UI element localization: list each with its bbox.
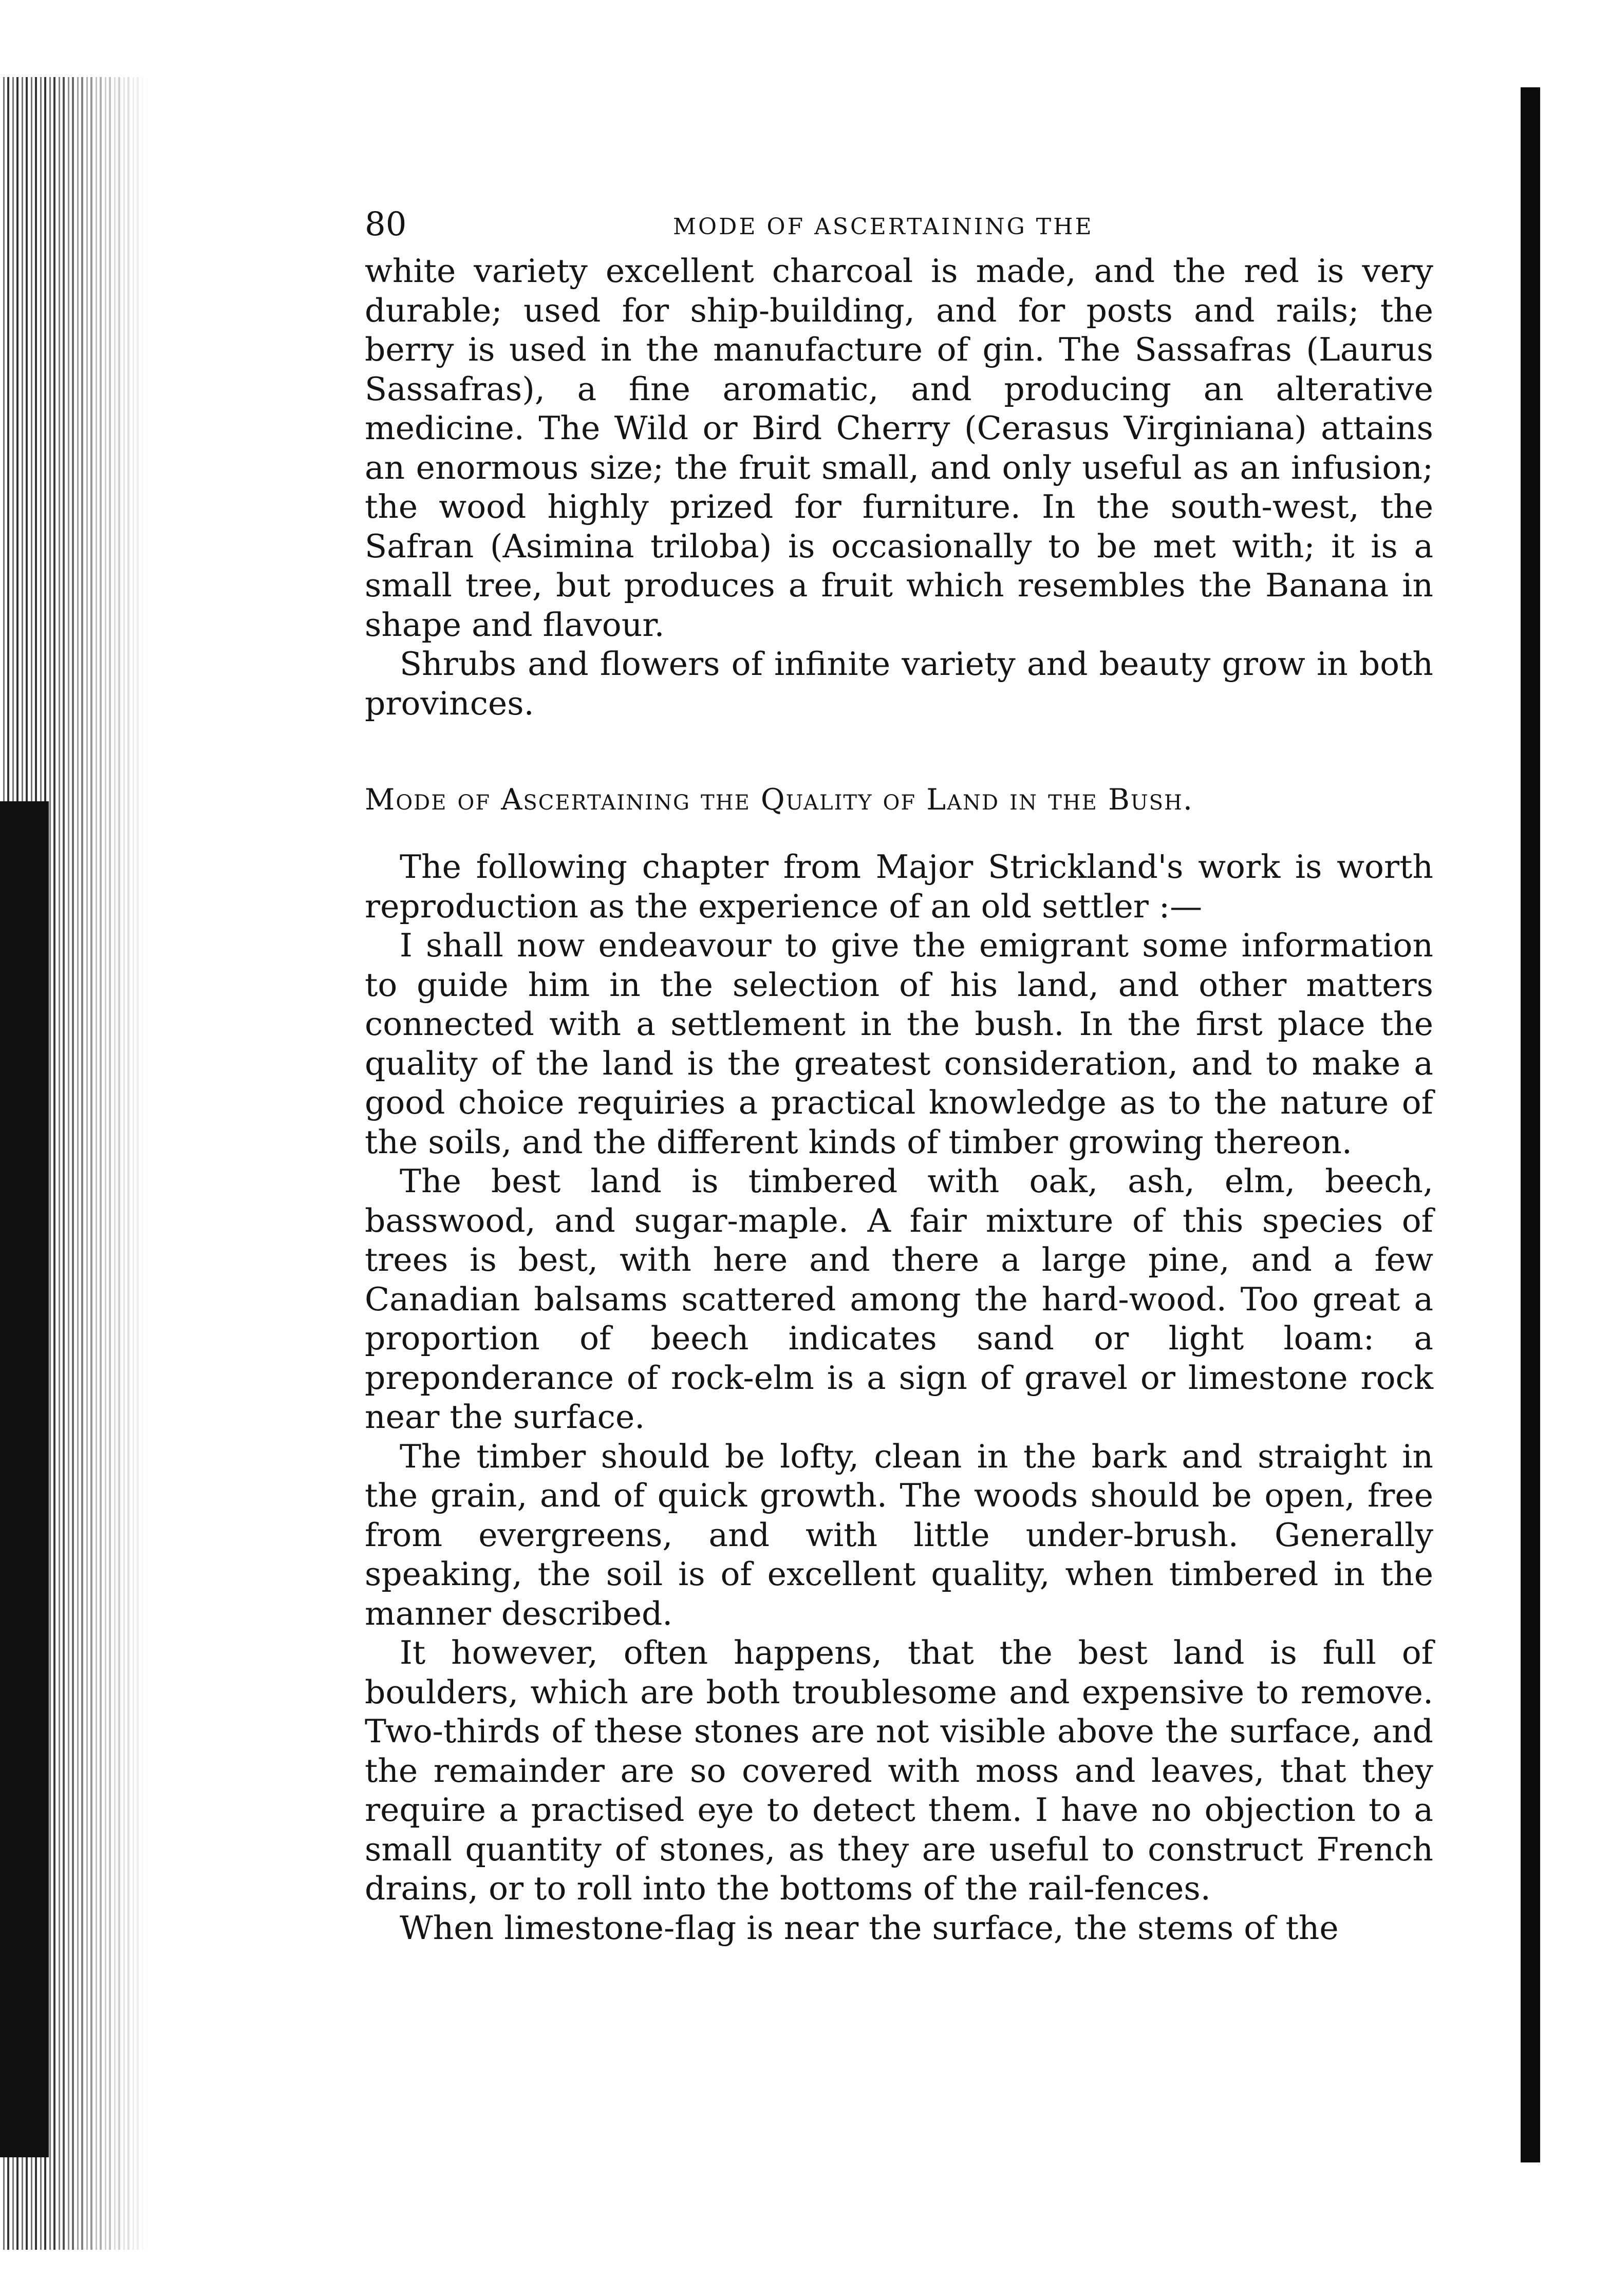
page-header: [365, 195, 1433, 252]
book-page: [365, 195, 1433, 1948]
paragraph: It however, often happens, that the best land is full of boulders, which are both troublesome and expensive to remove. Two-thirds of these stones are not visible above the surface, and the remainder are so covered with moss and leaves, that they require a practised eye to detect them. I have no objection to a small quantity of stones, as they are useful to construct French drains, or to roll into the bottoms of the rail-fences.: [365, 1634, 1433, 1907]
paragraph: The following chapter from Major Strickland's work is worth reproduction as the experience of an old settler :—: [365, 848, 1433, 925]
page-right-edge: [1521, 87, 1540, 2162]
body-text-main: [365, 848, 1433, 1948]
paragraph: The timber should be lofty, clean in the bark and straight in the grain, and of quick growth. The woods should be open, free from evergreens, and with little under-brush. Generally speaking, the soil is of excellent quality, when timbered in the manner described.: [365, 1437, 1433, 1632]
paragraph: Shrubs and flowers of infinite variety and beauty grow in both provinces.: [365, 645, 1433, 722]
paragraph: When limestone-flag is near the surface, the stems of the: [400, 1909, 1339, 1947]
running-head: MODE OF ASCERTAINING THE: [673, 214, 1094, 240]
paragraph: white variety excellent charcoal is made, and the red is very durable; used for ship-building, and for posts and rails; the berry is used in the manufacture of gin. The Sassafras (Laurus Sassafras), a fine aromatic, and producing an alterative medicine. The Wild or Bird Cherry (Cerasus Virginiana) attains an enormous size; the fruit small, and only useful as an infusion; the wood highly prized for furniture. In the south-west, the Safran (Asimina triloba) is occasionally to be met with; it is a small tree, but produces a fruit which resembles the Banana in shape and flavour.: [365, 252, 1433, 644]
body-text-top: [365, 252, 1433, 723]
paragraph: The best land is timbered with oak, ash, elm, beech, basswood, and sugar-maple. A fair mixture of this species of trees is best, with here and there a large pine, and a few Canadian balsams scattered among the hard-wood. Too great a proportion of beech indicates sand or light loam: a preponderance of rock-elm is a sign of gravel or limestone rock near the surface.: [365, 1162, 1433, 1436]
page-binding-dark-edge: [0, 801, 49, 2157]
page-number: 80: [365, 205, 407, 243]
section-heading: Mode of Ascertaining the Quality of Land in the Bush.: [365, 783, 1193, 817]
paragraph: I shall now endeavour to give the emigrant some information to guide him in the selection of his land, and other matters connected with a settlement in the bush. In the first place the quality of the land is the greatest consideration, and to make a good choice requiries a practical knowledge as to the nature of the soils, and the different kinds of timber growing thereon.: [365, 927, 1433, 1161]
